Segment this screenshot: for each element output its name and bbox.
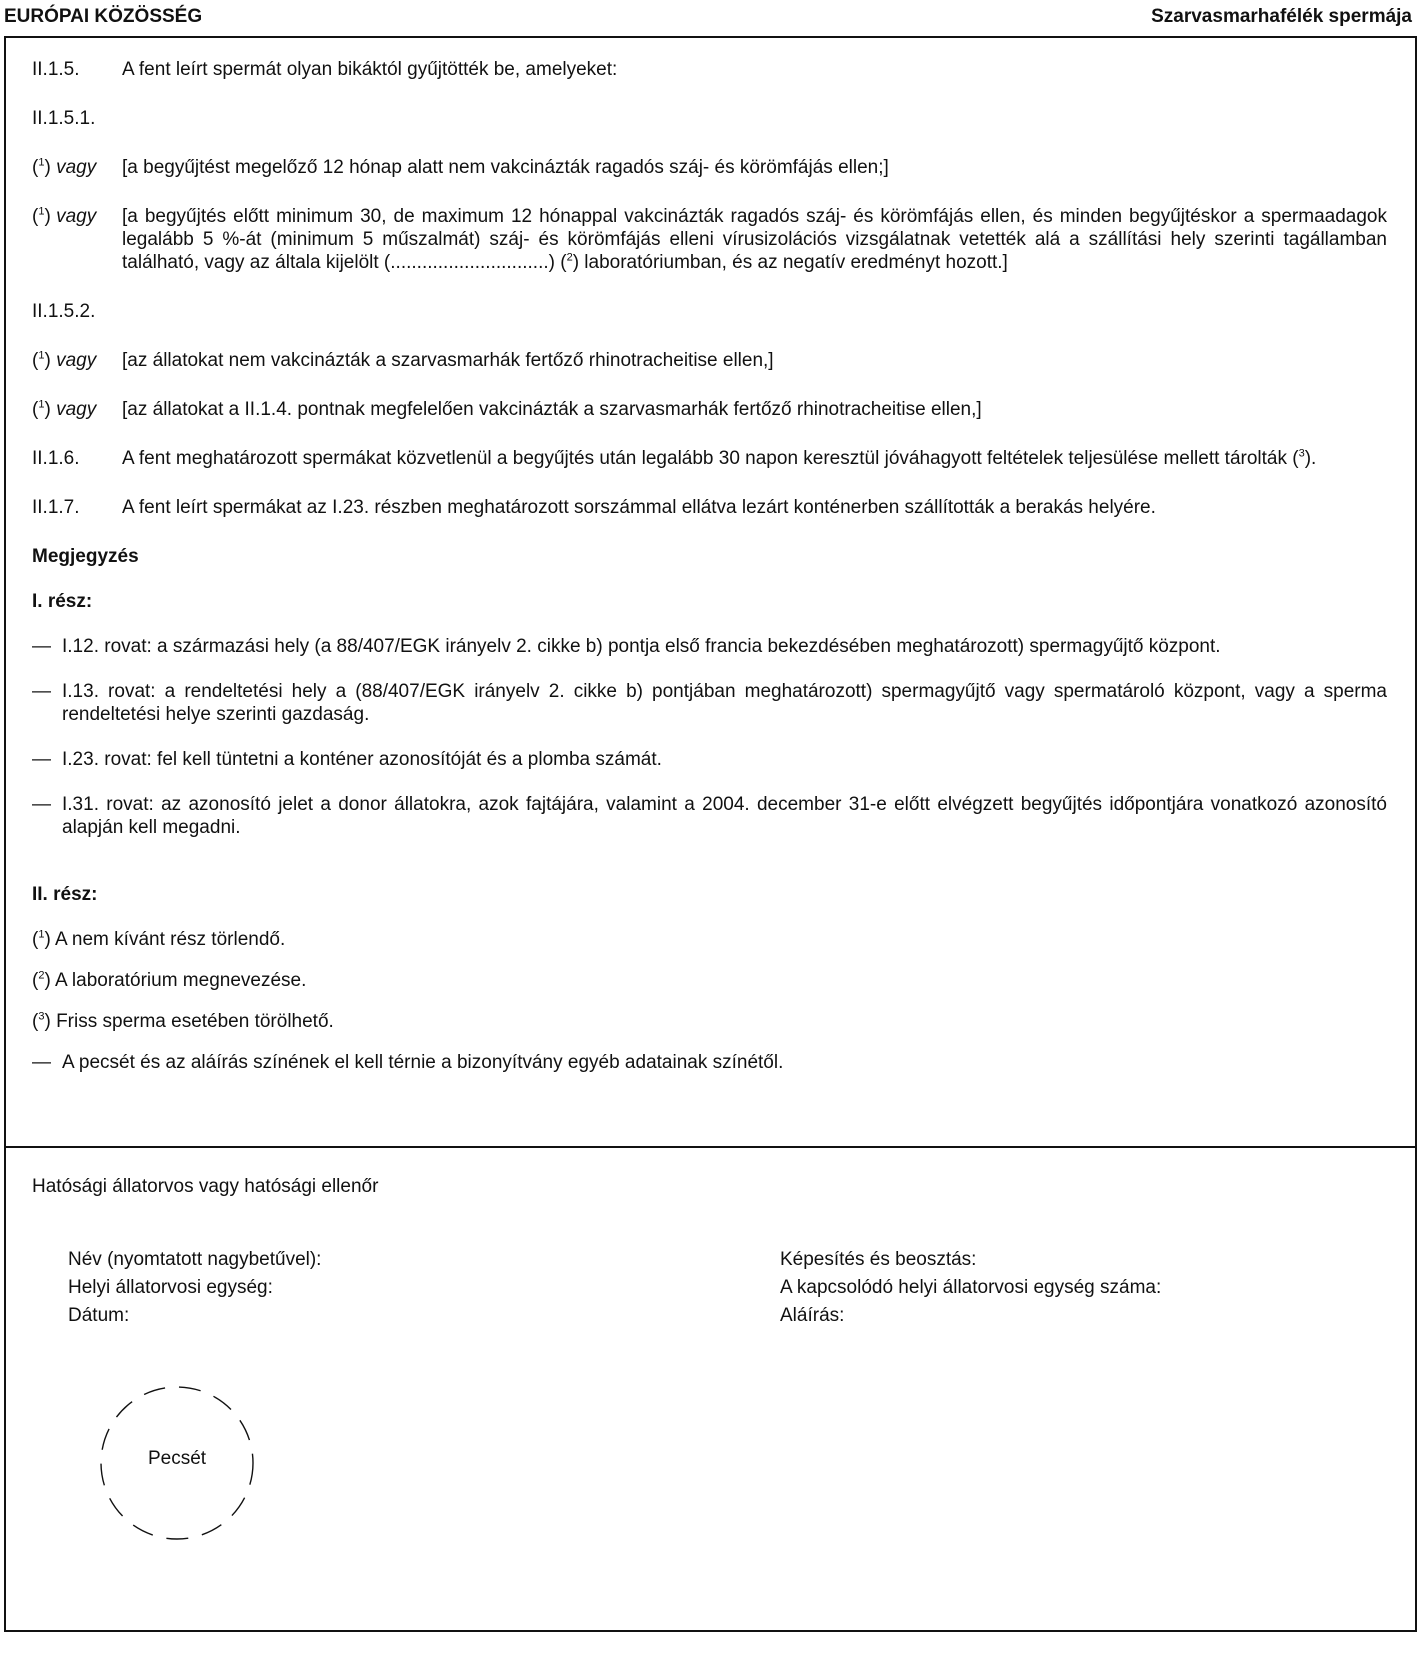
laboratory-blank: .............................. [390, 252, 549, 273]
notes-heading: Megjegyzés [32, 546, 139, 567]
option-no-vaccination-ibr [32, 349, 1387, 372]
option-no-vaccination-fmd [32, 156, 1387, 179]
section-II-1-5 [32, 58, 1387, 81]
stamp-area [92, 1378, 262, 1548]
option-text: [a begyűjtést megelőző 12 hónap alatt nem vakcinázták ragadós száj- és körömfájás ellen;] [122, 157, 889, 178]
section-II-1-5-1 [32, 107, 1387, 130]
section-number: II.1.6. [32, 448, 80, 469]
footnote-1: ($^1$) A nem kívánt rész törlendő. [32, 928, 286, 950]
option-vaccinated-fmd [32, 205, 1387, 274]
qualification-field-label: Képesítés és beosztás: [780, 1249, 977, 1270]
footnote-3: ($^3$) Friss sperma esetében törölhető. [32, 1010, 334, 1032]
certificate-frame [4, 36, 1417, 1632]
certificate-body [32, 58, 1387, 1096]
section-II-1-7 [32, 496, 1387, 519]
section-number: II.1.5.2. [32, 301, 96, 322]
name-field-label: Név (nyomtatott nagybetűvel): [68, 1249, 322, 1270]
unit-number-field-label: A kapcsolódó helyi állatorvosi egység száma: [780, 1277, 1162, 1298]
footnote-2: ($^2$) A laboratórium megnevezése. [32, 969, 307, 991]
option-marker: ($^1$) vagy [32, 205, 97, 227]
section-divider [6, 1146, 1415, 1148]
option-text: [a begyűjtés előtt minimum 30, de maximum 12 hónappal vakcinázták ragadós száj- és körömfájás ellen, és minden begyűjtéskor a spermaadagok legalább 5 %-át (minimum 5 műszalmát) száj- és körömfájás elleni vírusizolációs vizsgálatnak vetették alá a szállítási hely szerinti tagállamban található, vagy az általa kijelölt (..............................) ($^2$) laboratóriumban, és az negatív eredményt hozott.] [122, 206, 1387, 273]
option-marker: ($^1$) vagy [32, 398, 97, 420]
option-marker: ($^1$) vagy [32, 156, 97, 178]
date-field-label: Dátum: [68, 1305, 130, 1326]
section-text: A fent meghatározott spermákat közvetlenül a begyűjtés után legalább 30 napon keresztül jóváhagyott feltételek teljesülése mellett tárolták ($^3$). [122, 447, 1317, 469]
option-text: [az állatokat a II.1.4. pontnak megfelelően vakcinázták a szarvasmarhák fertőző rhinotracheitise ellen,] [122, 399, 982, 420]
section-number: II.1.5. [32, 59, 80, 80]
section-II-1-6 [32, 447, 1387, 470]
signature-block [32, 1176, 1387, 1330]
header-subject: Szarvasmarhafélék spermája [1151, 6, 1412, 27]
section-number: II.1.5.1. [32, 108, 96, 129]
notes-part-one-heading: I. rész: [32, 591, 93, 612]
signature-field-label: Aláírás: [780, 1305, 845, 1326]
notes-part-two-heading: II. rész: [32, 884, 98, 905]
note-item: — I.23. rovat: fel kell tüntetni a konténer azonosítóját és a plomba számát. [32, 749, 662, 770]
official-title: Hatósági állatorvos vagy hatósági ellenőr [32, 1176, 379, 1197]
local-unit-field-label: Helyi állatorvosi egység: [68, 1277, 273, 1298]
note-stamp-colour: — A pecsét és az aláírás színének el kell térnie a bizonyítvány egyéb adatainak színétől. [32, 1052, 784, 1073]
stamp-label: Pecsét [147, 1448, 207, 1469]
section-text: A fent leírt spermákat az I.23. részben meghatározott sorszámmal ellátva lezárt konténerben szállították a berakás helyére. [122, 497, 1156, 518]
section-II-1-5-2 [32, 300, 1387, 323]
section-number: II.1.7. [32, 497, 80, 518]
note-item: — I.12. rovat: a származási hely (a 88/407/EGK irányelv 2. cikke b) pontja első francia bekezdésében meghatározott) spermagyűjtő központ. [32, 636, 1221, 657]
page-header [4, 6, 1412, 32]
option-vaccinated-ibr [32, 398, 1387, 421]
header-community: EURÓPAI KÖZÖSSÉG [4, 6, 203, 27]
note-item: — I.13. rovat: a rendeltetési hely a (88/407/EGK irányelv 2. cikke b) pontjában meghatározott) spermagyűjtő vagy spermatároló központ, vagy a sperma rendeltetési helye szerinti gazdaság. [32, 681, 1387, 725]
option-marker: ($^1$) vagy [32, 349, 97, 371]
option-text: [az állatokat nem vakcinázták a szarvasmarhák fertőző rhinotracheitise ellen,] [122, 350, 774, 371]
section-text: A fent leírt spermát olyan bikáktól gyűjtötték be, amelyeket: [122, 59, 618, 80]
note-item: — I.31. rovat: az azonosító jelet a donor állatokra, azok fajtájára, valamint a 2004. december 31-e előtt elvégzett begyűjtés időpontjára vonatkozó azonosító alapján kell megadni. [32, 794, 1387, 838]
